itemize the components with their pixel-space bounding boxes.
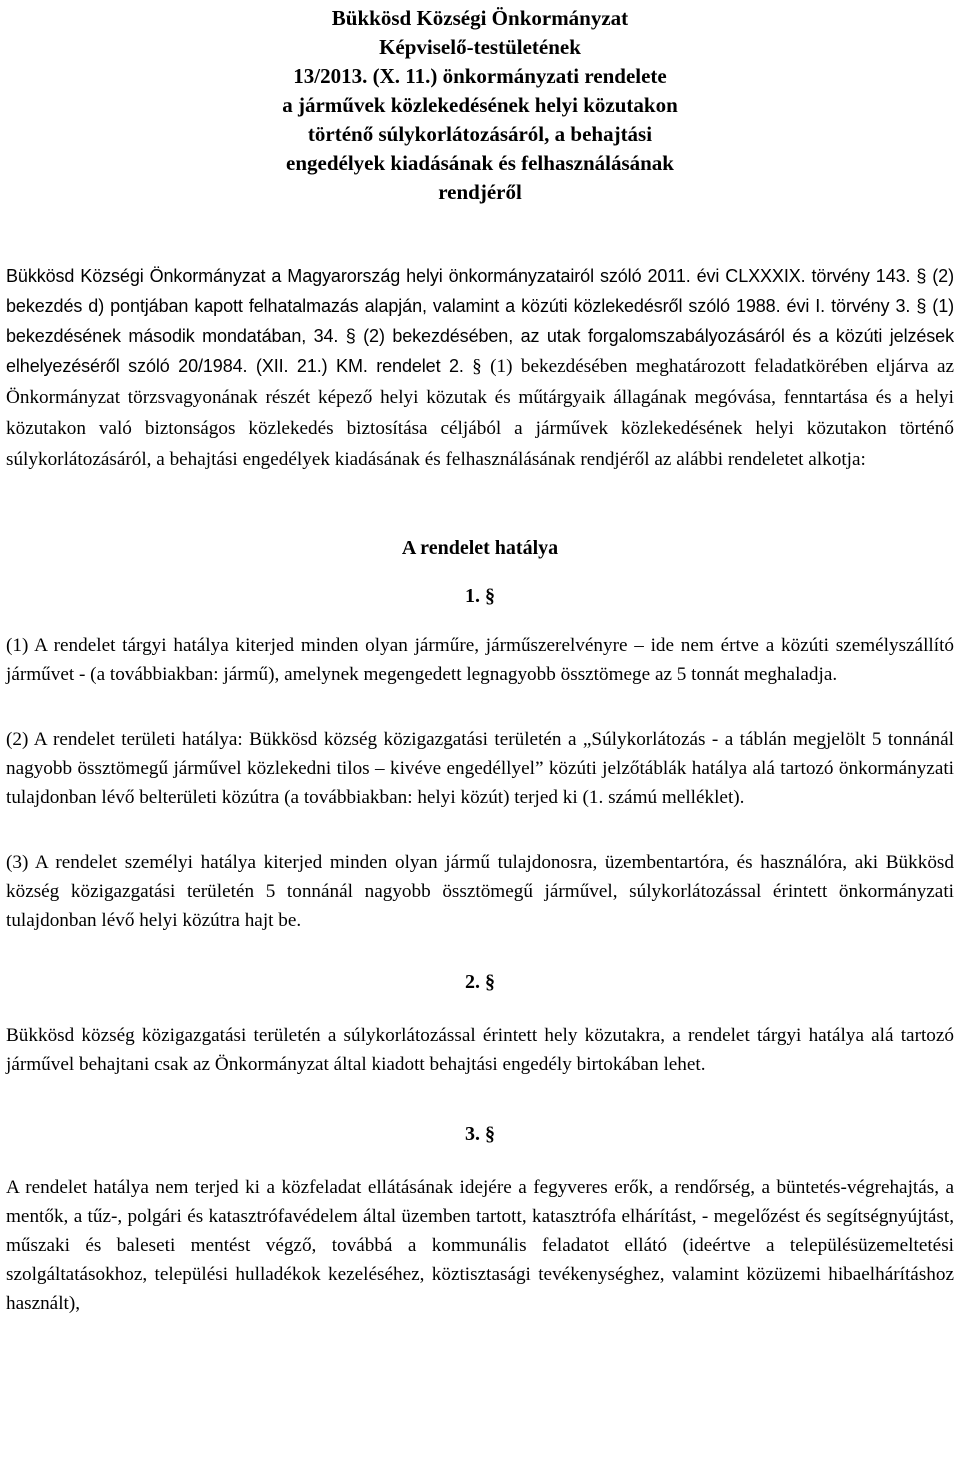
section-heading: A rendelet hatálya [401, 537, 559, 559]
title-line: Bükkösd Községi Önkormányzat [331, 6, 629, 30]
title-line: történő súlykorlátozásáról, a behajtási [307, 122, 653, 146]
document-title [6, 4, 954, 207]
section-3-number: 3. § [465, 1123, 495, 1145]
document-page [6, 4, 954, 1318]
title-line: rendjéről [438, 180, 522, 204]
section-3-paragraph-1: A rendelet hatálya nem terjed ki a közfeladat ellátásának idejére a fegyveres erők, a rendőrség, a büntetés-végrehajtás, a mentők, a tűz-, polgári és katasztrófavédelem által üzemben tartott, katasztrófa elhárítást, - megelőzést és segítségnyújtást, műszaki és baleseti mentést végző, továbbá a kommunális feladatot ellátó (ideértve a településüzemeltetési szolgáltatásokhoz, települési hulladékok kezeléséhez, köztisztasági tevékenységhez, valamint közüzemi hibaelhárításhoz használt), [6, 1177, 954, 1314]
preamble-text-rest: § (1) bekezdésében meghatározott feladatkörében eljárva az Önkormányzat törzsvagyonának részét képező helyi közutak és műtárgyaik állagának megóvása, fenntartása és a helyi közutakon való biztonságos közlekedés biztosítása céljából a járművek közlekedésének helyi közutakon történő súlykorlátozásáról, a behajtási engedélyek kiadásának és felhasználásának rendjéről az alábbi rendeletet alkotja: [6, 356, 954, 470]
section-1-paragraph-3: (3) A rendelet személyi hatálya kiterjed minden olyan jármű tulajdonosra, üzembentartóra, és használóra, aki Bükkösd község közigazgatási területén 5 tonnánál nagyobb össztömegű járművel, súlykorlátozással érintett önkormányzati tulajdonban lévő helyi közútra hajt be. [6, 852, 954, 931]
title-line: a járművek közlekedésének helyi közutakon [282, 93, 678, 117]
section-1-paragraph-2: (2) A rendelet területi hatálya: Bükkösd község közigazgatási területén a „Súlykorlátozás - a táblán megjelölt 5 tonnánál nagyobb össztömegű járművel közlekedni tilos – kivéve engedéllyel” közúti jelzőtáblák hatálya alá tartozó önkormányzati tulajdonban lévő belterületi közútra (a továbbiakban: helyi közút) terjed ki (1. számú melléklet). [6, 729, 954, 808]
section-2-number: 2. § [465, 971, 495, 993]
title-line: 13/2013. (X. 11.) önkormányzati rendelete [293, 64, 667, 88]
title-line: engedélyek kiadásának és felhasználásának [286, 151, 674, 175]
preamble-paragraph [6, 261, 954, 475]
section-2-paragraph-1: Bükkösd község közigazgatási területén a súlykorlátozással érintett hely közutakra, a rendelet tárgyi hatálya alá tartozó járművel behajtani csak az Önkormányzat által kiadott behajtási engedély birtokában lehet. [6, 1025, 954, 1075]
section-1-number: 1. § [465, 585, 495, 607]
section-1-paragraph-1: (1) A rendelet tárgyi hatálya kiterjed minden olyan járműre, járműszerelvényre – ide nem értve a közúti személyszállító járművet - (a továbbiakban: jármű), amelynek megengedett legnagyobb össztömege az 5 tonnát meghaladja. [6, 635, 954, 685]
preamble-text-start: Bükkösd Községi Önkormányzat a Magyarország helyi önkormányzatairól szóló 2011. évi CLXXXIX. törvény 143. § (2) bekezdés d) pontjában kapott felhatalmazás alapján, valamint a közúti közlekedésről szóló 1988. évi I. törvény 3. § (1) bekezdésének második mondatában, 34. § (2) bekezdésében, az utak forgalomszabályozásáról és a közúti jelzések elhelyezéséről szóló 20/1984. (XII. 21.) KM. rendelet 2. [6, 266, 954, 376]
title-line: Képviselő-testületének [379, 35, 581, 59]
